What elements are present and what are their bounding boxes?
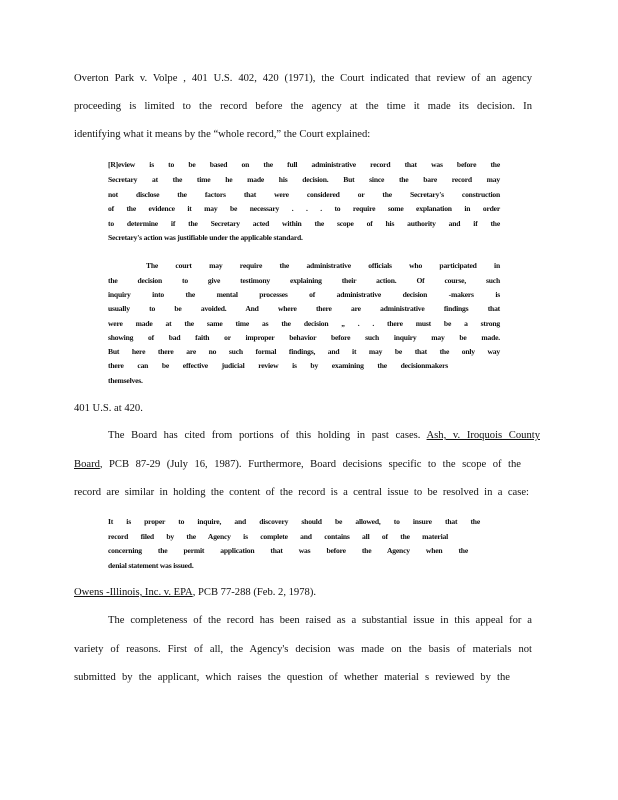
quote-line: inquiry into the mental processes of administrative decision -makers is: [108, 290, 500, 299]
quote-line: to determine if the Secretary acted within the scope of his authority and if the: [108, 219, 500, 228]
citation-text: , PCB 77-288 (Feb. 2, 1978).: [192, 587, 316, 598]
quote-line: concerning the permit application that was before the Agency when the: [108, 546, 468, 555]
citation: 401 U.S. at 420.: [74, 403, 143, 414]
quote-line: The court may require the administrative officials who participated in: [146, 261, 500, 270]
quote-line: It is proper to inquire, and discovery should be allowed, to insure that the: [108, 517, 480, 526]
paragraph-text: The Board has cited from portions of this holding in past cases.: [108, 430, 421, 441]
paragraph-line: variety of reasons. First of all, the Agency's decision was made on the basis of materials not: [74, 644, 532, 655]
quote-line: record filed by the Agency is complete and contains all of the material: [108, 532, 448, 541]
quote-line: [R]eview is to be based on the full administrative record that was before the: [108, 160, 500, 169]
quote-line: But here there are no such formal findings, and it may be that the only way: [108, 347, 500, 356]
paragraph-line: identifying what it means by the “whole record,” the Court explained:: [74, 129, 371, 140]
paragraph-line: [108, 430, 540, 441]
paragraph-line: record are similar in holding the content of the record is a central issue to be resolved in a case:: [74, 487, 529, 498]
quote-line: the decision to give testimony explaining their action. Of course, such: [108, 276, 500, 285]
paragraph-line: Overton Park v. Volpe , 401 U.S. 402, 420 (1971), the Court indicated that review of an agency: [74, 73, 532, 84]
citation: [74, 587, 532, 598]
paragraph-text: , PCB 87-29 (July 16, 1987). Furthermore, Board decisions specific to the scope of the: [99, 459, 521, 470]
quote-line: were made at the same time as the decision ,, . . there must be a strong: [108, 319, 500, 328]
quote-line: Secretary's action was justifiable under the applicable standard.: [108, 233, 303, 242]
paragraph-line: proceeding is limited to the record before the agency at the time it made its decision. In: [74, 101, 532, 112]
quote-line: themselves.: [108, 376, 143, 385]
quote-line: denial statement was issued.: [108, 561, 194, 570]
case-name-link: Ash, v. Iroquois County: [426, 430, 540, 441]
quote-line: there can be effective judicial review is by examining the decisionmakers: [108, 361, 448, 370]
paragraph-line: submitted by the applicant, which raises the question of whether material s reviewed by the: [74, 672, 510, 683]
quote-line: Secretary at the time he made his decision. But since the bare record may: [108, 175, 500, 184]
quote-line: showing of bad faith or improper behavior before such inquiry may be made.: [108, 333, 500, 342]
quote-line: not disclose the factors that were considered or the Secretary's construction: [108, 190, 500, 199]
quote-line: of the evidence it may be necessary . . . to require some explanation in order: [108, 204, 500, 213]
quote-line: usually to be avoided. And where there are administrative findings that: [108, 304, 500, 313]
case-name-link: Owens -Illinois, Inc. v. EPA: [74, 587, 193, 598]
case-name-link: Board: [74, 459, 100, 470]
paragraph-line: The completeness of the record has been raised as a substantial issue in this appeal for a: [108, 615, 532, 626]
paragraph-line: [74, 459, 521, 470]
